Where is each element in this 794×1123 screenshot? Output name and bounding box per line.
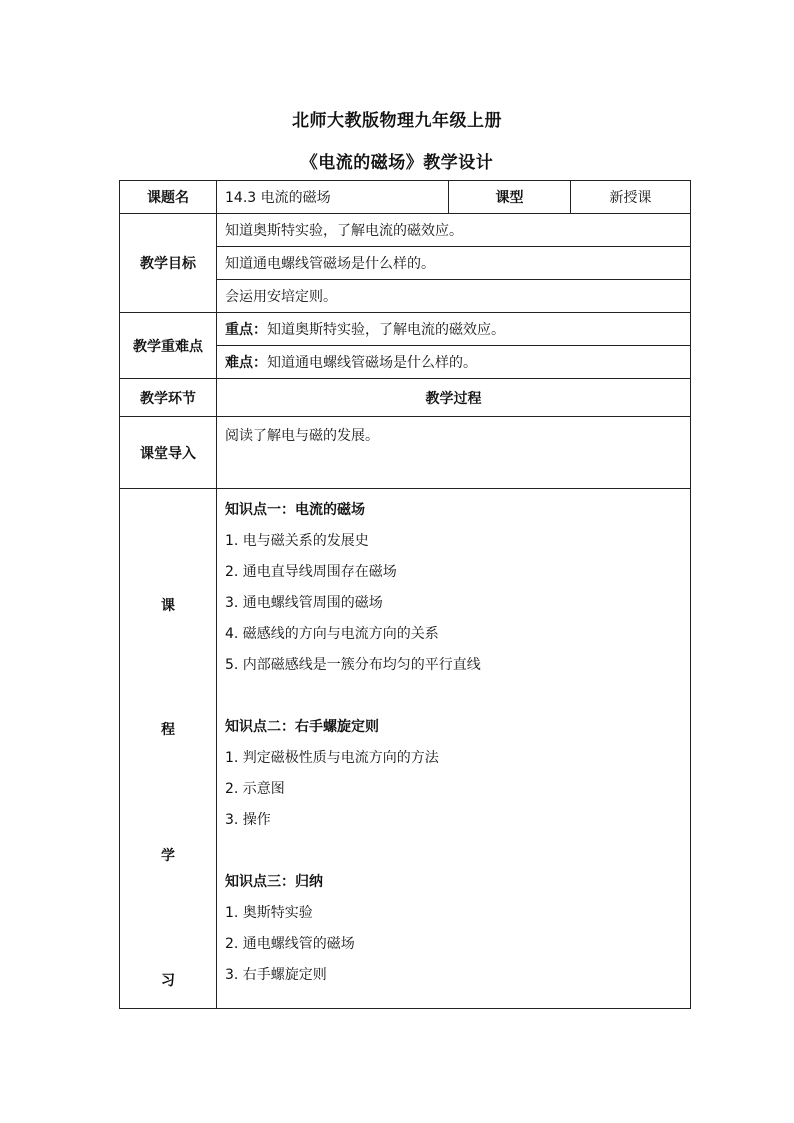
difficult-point bbox=[217, 346, 691, 379]
type-label: 课型 bbox=[449, 181, 571, 214]
list-item: 3. 操作 bbox=[225, 812, 271, 828]
study-content bbox=[217, 489, 691, 1009]
keypoint-row bbox=[120, 313, 691, 346]
goal-item: 知道奥斯特实验，了解电流的磁效应。 bbox=[217, 214, 691, 247]
study-char: 程 bbox=[161, 722, 175, 738]
intro-label: 课堂导入 bbox=[120, 417, 217, 489]
document-title: 北师大教版物理九年级上册 bbox=[292, 111, 502, 131]
key-prefix: 重点： bbox=[225, 322, 267, 338]
list-item: 1. 判定磁极性质与电流方向的方法 bbox=[225, 750, 439, 766]
goal-item: 知道通电螺线管磁场是什么样的。 bbox=[217, 247, 691, 280]
list-item: 1. 电与磁关系的发展史 bbox=[225, 533, 369, 549]
section-header-row bbox=[120, 379, 691, 417]
section-label: 教学环节 bbox=[120, 379, 217, 417]
list-item: 3. 右手螺旋定则 bbox=[225, 967, 327, 983]
list-item: 5. 内部磁感线是一簇分布均匀的平行直线 bbox=[225, 657, 481, 673]
knowledge-point-title: 知识点一：电流的磁场 bbox=[225, 502, 365, 518]
topic-value: 14.3 电流的磁场 bbox=[217, 181, 449, 214]
spacer bbox=[225, 681, 682, 712]
goal-row bbox=[120, 214, 691, 247]
list-item: 3. 通电螺线管周围的磁场 bbox=[225, 595, 383, 611]
topic-label: 课题名 bbox=[120, 181, 217, 214]
keypoints-label: 教学重难点 bbox=[120, 313, 217, 379]
study-char: 习 bbox=[161, 973, 175, 989]
document-subtitle: 《电流的磁场》教学设计 bbox=[300, 153, 494, 173]
list-item: 1. 奥斯特实验 bbox=[225, 905, 313, 921]
list-item: 2. 示意图 bbox=[225, 781, 285, 797]
study-label bbox=[120, 489, 217, 1009]
process-label: 教学过程 bbox=[217, 379, 691, 417]
difficult-text: 知道通电螺线管磁场是什么样的。 bbox=[267, 355, 477, 371]
list-item: 2. 通电螺线管的磁场 bbox=[225, 936, 355, 952]
key-text: 知道奥斯特实验，了解电流的磁效应。 bbox=[267, 322, 505, 338]
spacer bbox=[225, 836, 682, 867]
list-item: 4. 磁感线的方向与电流方向的关系 bbox=[225, 626, 439, 642]
study-row bbox=[120, 489, 691, 1009]
lesson-plan-table bbox=[119, 180, 691, 1009]
key-point bbox=[217, 313, 691, 346]
goal-item: 会运用安培定则。 bbox=[217, 280, 691, 313]
topic-row bbox=[120, 181, 691, 214]
intro-row bbox=[120, 417, 691, 489]
difficult-prefix: 难点： bbox=[225, 355, 267, 371]
study-char: 课 bbox=[161, 598, 175, 614]
knowledge-point-title: 知识点三：归纳 bbox=[225, 874, 323, 890]
goals-label: 教学目标 bbox=[120, 214, 217, 313]
study-char: 学 bbox=[161, 848, 175, 864]
type-value: 新授课 bbox=[571, 181, 691, 214]
knowledge-point-title: 知识点二：右手螺旋定则 bbox=[225, 719, 379, 735]
intro-text: 阅读了解电与磁的发展。 bbox=[217, 417, 691, 489]
list-item: 2. 通电直导线周围存在磁场 bbox=[225, 564, 397, 580]
